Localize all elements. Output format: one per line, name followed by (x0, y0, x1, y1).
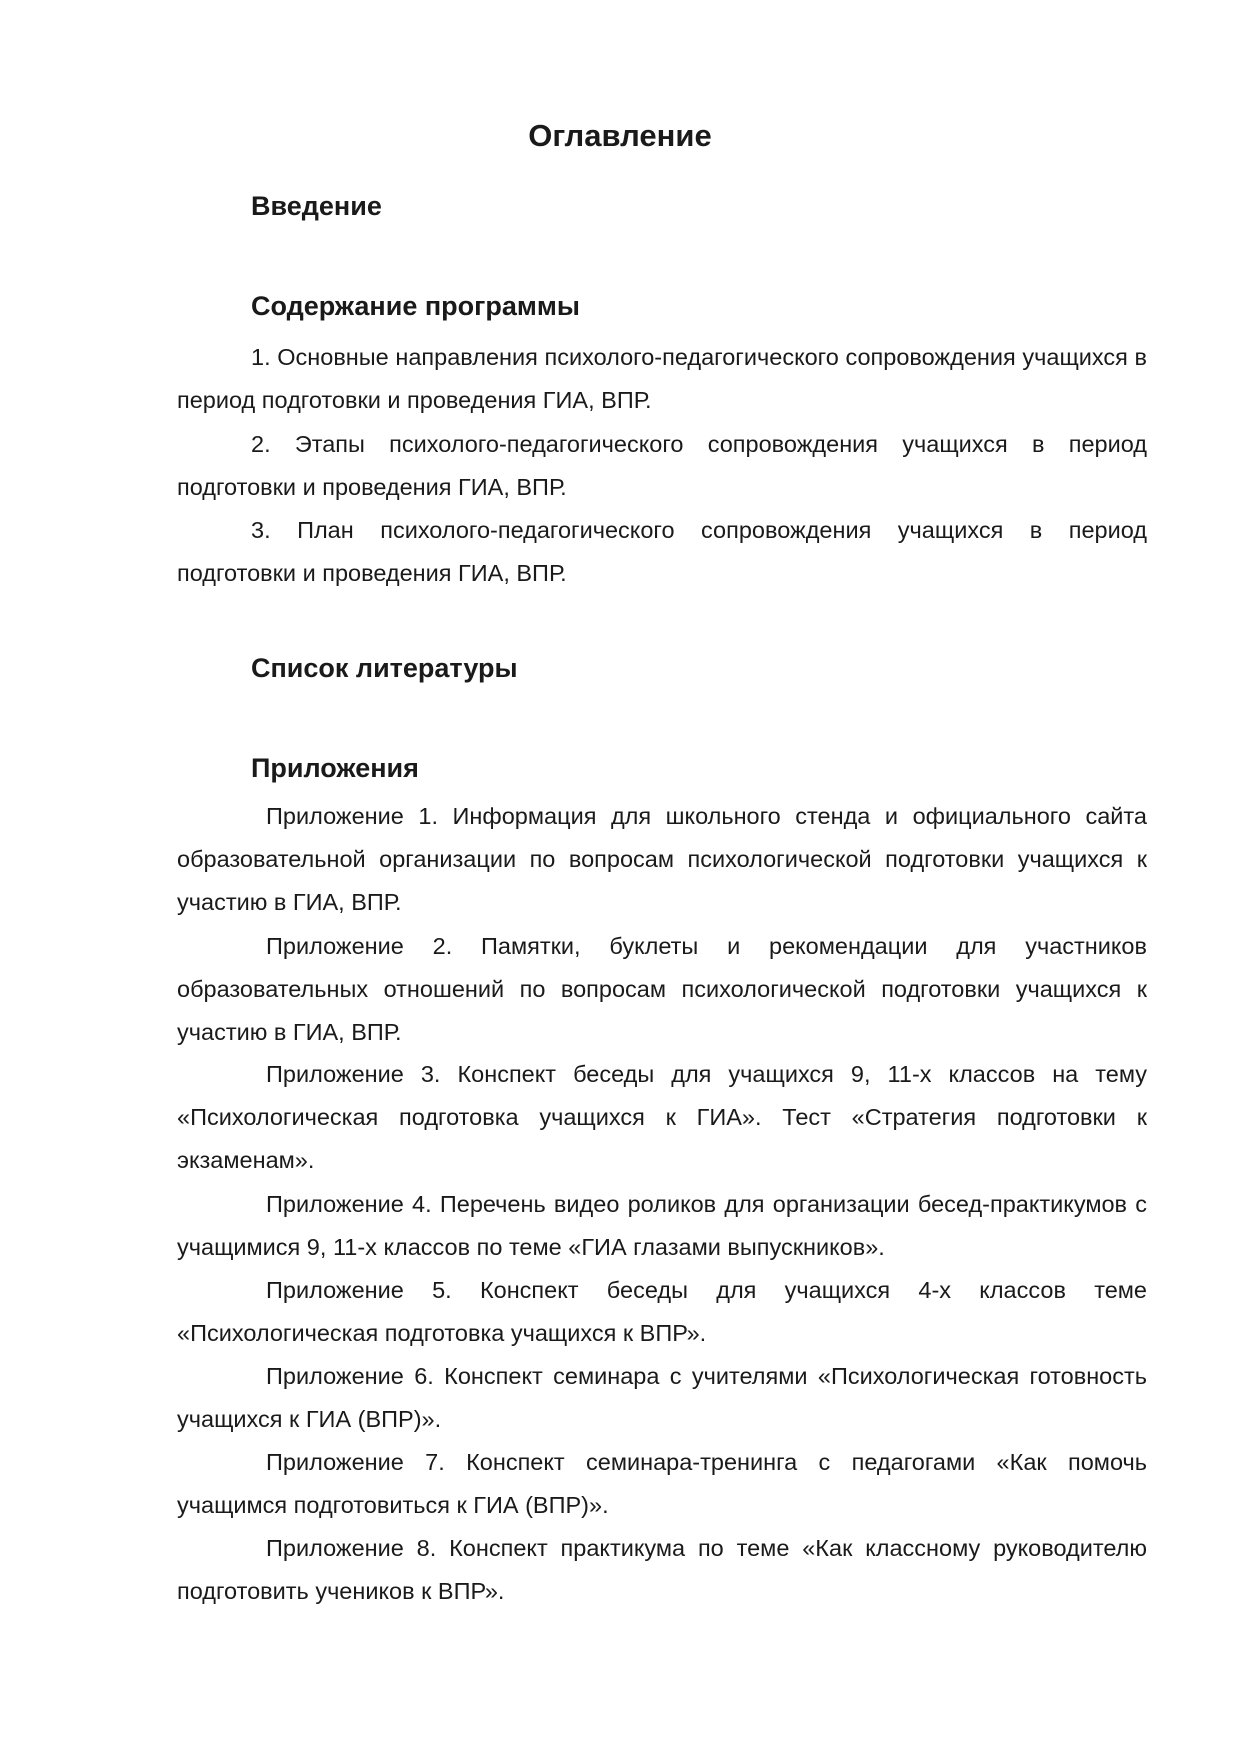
content-item: 3. План психолого-педагогического сопровождения учащихся в период подготовки и проведения ГИА, ВПР. (177, 517, 1147, 586)
section-heading-literature: Список литературы (251, 653, 518, 683)
section-heading-content: Содержание программы (251, 291, 580, 321)
appendix-item: Приложение 1. Информация для школьного стенда и официального сайта образовательной организации по вопросам психологической подготовки учащихся к участию в ГИА, ВПР. (177, 803, 1147, 915)
appendix-item: Приложение 2. Памятки, буклеты и рекомендации для участников образовательных отношений по вопросам психологической подготовки учащихся к участию в ГИА, ВПР. (177, 933, 1147, 1045)
appendix-item: Приложение 8. Конспект практикума по теме «Как классному руководителю подготовить учеников к ВПР». (177, 1535, 1147, 1604)
page-title: Оглавление (528, 118, 712, 153)
content-item: 1. Основные направления психолого-педагогического сопровождения учащихся в период подготовки и проведения ГИА, ВПР. (177, 344, 1147, 413)
appendix-item: Приложение 6. Конспект семинара с учителями «Психологическая готовность учащихся к ГИА (ВПР)». (177, 1363, 1147, 1432)
appendix-item: Приложение 3. Конспект беседы для учащихся 9, 11-х классов на тему «Психологическая подготовка учащихся к ГИА». Тест «Стратегия подготовки к экзаменам». (177, 1061, 1147, 1173)
content-item: 2. Этапы психолого-педагогического сопровождения учащихся в период подготовки и проведения ГИА, ВПР. (177, 431, 1147, 500)
section-heading-intro: Введение (251, 191, 382, 221)
appendix-item: Приложение 4. Перечень видео роликов для организации бесед-практикумов с учащимися 9, 11-х классов по теме «ГИА глазами выпускников». (177, 1191, 1147, 1260)
appendix-item: Приложение 7. Конспект семинара-тренинга с педагогами «Как помочь учащимся подготовиться к ГИА (ВПР)». (177, 1449, 1147, 1518)
section-heading-appendices: Приложения (251, 753, 419, 783)
appendix-item: Приложение 5. Конспект беседы для учащихся 4-х классов теме «Психологическая подготовка учащихся к ВПР». (177, 1277, 1147, 1346)
